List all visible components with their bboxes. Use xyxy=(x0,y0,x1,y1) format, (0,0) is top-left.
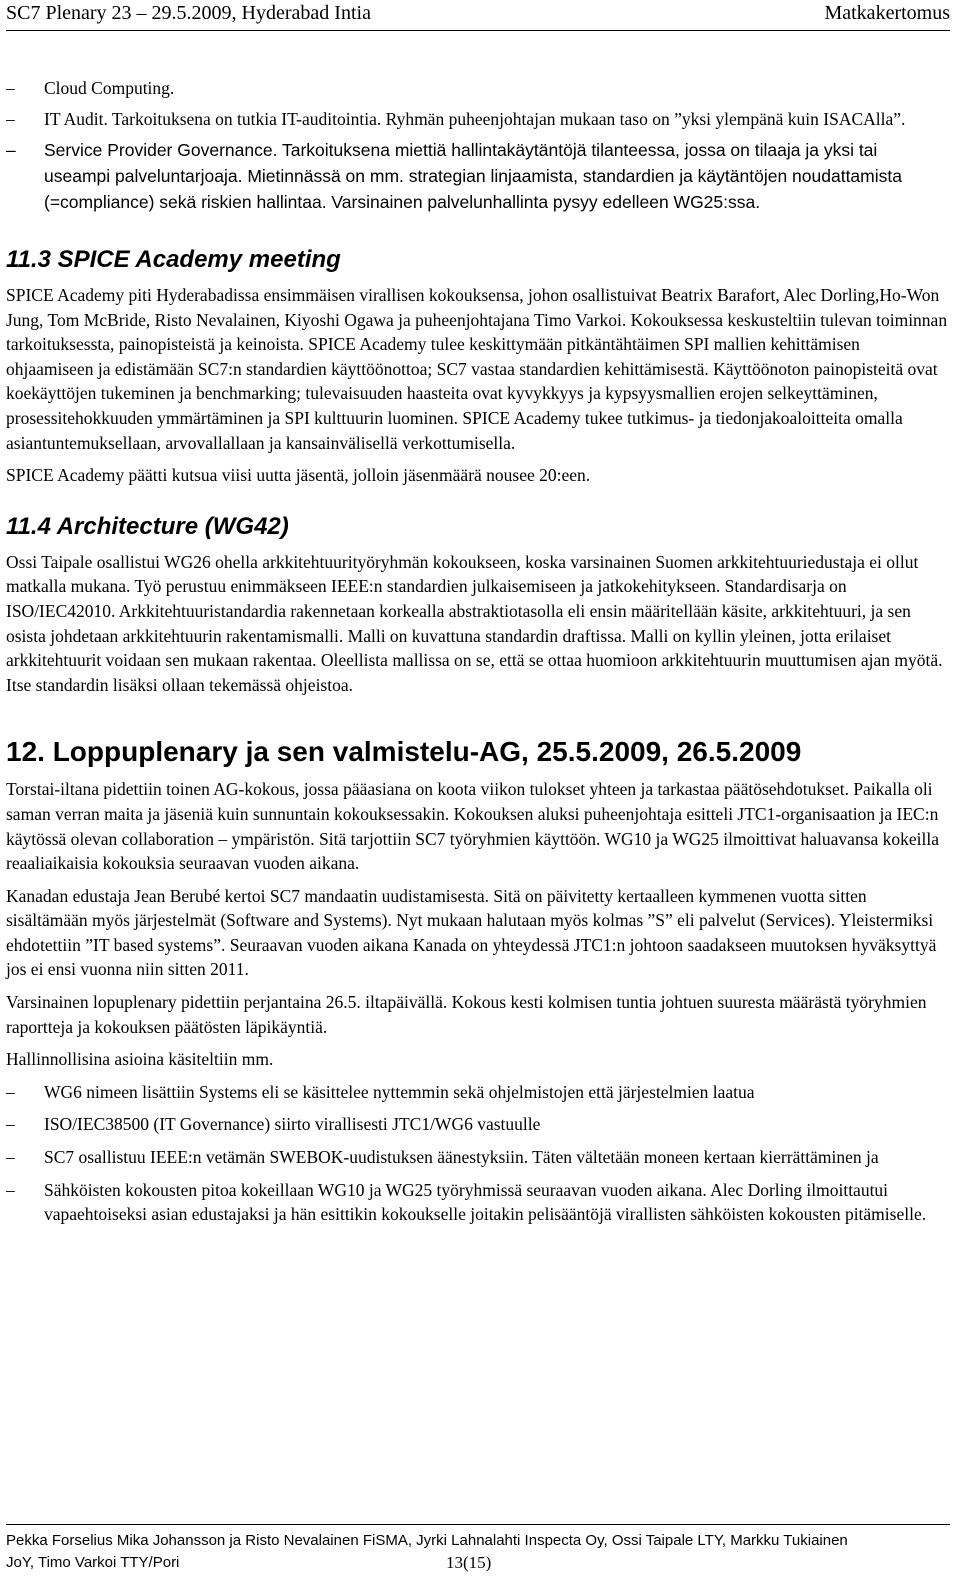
dash-bullet: – xyxy=(6,78,15,98)
section-heading-11-4: 11.4 Architecture (WG42) xyxy=(6,512,289,540)
page-header xyxy=(6,0,950,31)
footer-authors-cont: JoY, Timo Varkoi TTY/Pori xyxy=(6,1554,180,1571)
header-doc-type: Matkakertomus xyxy=(824,2,950,24)
dash-bullet: – xyxy=(6,109,15,129)
paragraph: SPICE Academy päätti kutsua viisi uutta jäsentä, jolloin jäsenmäärä nousee 20:een. xyxy=(6,465,591,486)
list-item xyxy=(6,137,948,215)
footer-authors: Pekka Forselius Mika Johansson ja Risto Nevalainen FiSMA, Jyrki Lahnalahti Inspecta Oy, Ossi Taipale LTY, Markku Tukiainen xyxy=(6,1532,848,1549)
paragraph: Ossi Taipale osallistui WG26 ohella arkkitehtuurityöryhmän kokoukseen, koska varsinainen Suomen arkkitehtuuriedustaja ei ollut matkalla mukana. Työ perustuu enimmäkseen IEEE:n standardien julkaisemiseen ja jatkokehitykseen. Standardisarja on ISO/IEC42010. Arkkitehtuuristandardia rakennetaan korkealla abstraktiotasolla eli ensin määritellään käsite, arkkitehtuuri, ja sen osista johdetaan arkkitehtuurin rakentamismalli. Malli on kuvattuna standardin draftissa. Malli on kyllin yleinen, jotta erilaiset arkkitehtuurit voidaan sen mukaan rakentaa. Oleellista mallissa on se, että se ottaa huomioon arkkitehtuurin muuttumisen ajan myötä. Itse standardin lisäksi ollaan tekemässä ohjeistoa. xyxy=(6,551,943,695)
paragraph: Hallinnollisina asioina käsiteltiin mm. xyxy=(6,1049,274,1070)
page-content xyxy=(6,75,948,1235)
page-footer xyxy=(6,1524,950,1591)
list-item-text: Service Provider Governance. Tarkoituksena miettiä hallintakäytäntöjä tilanteessa, jossa on tilaaja ja yksi tai useampi palveluntarjoaja. Mietinnässä on mm. strategian linjaamista, standardien ja käytäntöjen noudattamista (=compliance) sekä riskien hallintaa. Varsinainen palvelunhallinta pysyy edelleen WG25:ssa. xyxy=(44,140,902,212)
list-item-text: WG6 nimeen lisättiin Systems eli se käsittelee nyttemmin sekä ohjelmistojen että järjestelmien laatua xyxy=(44,1081,755,1102)
list-item-text: Sähköisten kokousten pitoa kokeillaan WG10 ja WG25 työryhmissä seuraavan vuoden aikana. Alec Dorling ilmoittautui vapaehtoiseksi asian edustajaksi ja hän esittikin kokoukselle joitakin pelisääntöjä virallisten sähköisten kokousten pitämiselle. xyxy=(44,1179,927,1225)
paragraph: SPICE Academy piti Hyderabadissa ensimmäisen virallisen kokouksensa, johon osallistuivat Beatrix Barafort, Alec Dorling,Ho-Won Jung, Tom McBride, Risto Nevalainen, Kiyoshi Ogawa ja puheenjohtajana Timo Varkoi. Kokouksessa keskusteltiin tulevan toiminnan tarkoituksessta, painopisteistä ja keinoista. SPICE Academy tulee keskittymään pitkäntähtäimen SPI mallien kehittämisen ohjaamiseen ja edistämään SC7:n standardien käyttöönottoa; SC7 vastaa standardien kehittämisestä. Käyttöönoton painopisteitä ovat koekäyttöjen tukeminen ja benchmarking; tulevaisuuden haasteita ovat kyvykkyys ja kypsyysmallien erojen selkeyttäminen, prosessitehokkuuden ymmärtäminen ja SPI kulttuurin luominen. SPICE Academy tukee tutkimus- ja tiedonjakoaloitteita omalla asiantuntemuksellaan, arvovallallaan ja kansainvälisellä verkottumisella. xyxy=(6,285,948,453)
dash-bullet: – xyxy=(6,140,16,160)
paragraph: Kanadan edustaja Jean Berubé kertoi SC7 mandaatin uudistamisesta. Sitä on päivitetty kertaalleen kymmenen vuotta sitten sisältämään myös järjestelmät (Software and Systems). Nyt mukaan halutaan myös kolmas ”S” eli palvelut (Services). Yleistermiksi ehdotettiin ”IT based systems”. Seuraavan vuoden aikana Kanada on yhteydessä JTC1:n johtoon saadakseen muutoksen hyväksyttyä jos ei ensi vuonna niin sitten 2011. xyxy=(6,885,937,980)
section-heading-12: 12. Loppuplenary ja sen valmistelu-AG, 25.5.2009, 26.5.2009 xyxy=(6,736,802,768)
list-item xyxy=(6,1145,948,1170)
list-item xyxy=(6,1080,948,1105)
dash-bullet: – xyxy=(6,1114,15,1135)
list-item xyxy=(6,1112,948,1137)
dash-bullet: – xyxy=(6,1147,15,1168)
list-item-text: IT Audit. Tarkoituksena on tutkia IT-auditointia. Ryhmän puheenjohtajan mukaan taso on ”yksi ylempänä kuin ISACAlla”. xyxy=(44,109,906,129)
header-title: SC7 Plenary 23 – 29.5.2009, Hyderabad Intia xyxy=(6,2,371,24)
list-item-text: ISO/IEC38500 (IT Governance) siirto virallisesti JTC1/WG6 vastuulle xyxy=(44,1114,541,1135)
list-item xyxy=(6,1178,948,1227)
list-item-text: SC7 osallistuu IEEE:n vetämän SWEBOK-uudistuksen äänestyksiin. Täten vältetään moneen kertaan kierrättäminen ja xyxy=(44,1147,879,1168)
page-number: 13(15) xyxy=(446,1553,492,1572)
dash-bullet: – xyxy=(6,1179,15,1200)
section-heading-11-3: 11.3 SPICE Academy meeting xyxy=(6,246,341,273)
list-item xyxy=(6,106,948,132)
paragraph: Varsinainen lopuplenary pidettiin perjantaina 26.5. iltapäivällä. Kokous kesti kolmisen tuntia johtuen suuresta määrästä työryhmien raportteja ja kokouksen päätösten läpikäyntiä. xyxy=(6,992,927,1037)
administrative-items-list xyxy=(6,1080,948,1227)
dash-bullet: – xyxy=(6,1081,15,1102)
working-group-list xyxy=(6,75,948,215)
list-item-text: Cloud Computing. xyxy=(44,78,175,98)
paragraph: Torstai-iltana pidettiin toinen AG-kokous, jossa pääasiana on koota viikon tulokset yhteen ja tarkastaa päätösehdotukset. Paikalla oli saman verran maita ja jäseniä kuin sunnuntain kokouksessakin. Kokouksen aluksi puheenjohtaja esitteli JTC1-organisaation ja IEC:n käytössä olevan collaboration – ympäristön. Sitä tarjottiin SC7 työryhmien käyttöön. WG10 ja WG25 ilmoittivat haluavansa kokeilla reaaliaikaisia kokouksia seuraavan vuoden aikana. xyxy=(6,779,940,874)
list-item xyxy=(6,75,948,101)
